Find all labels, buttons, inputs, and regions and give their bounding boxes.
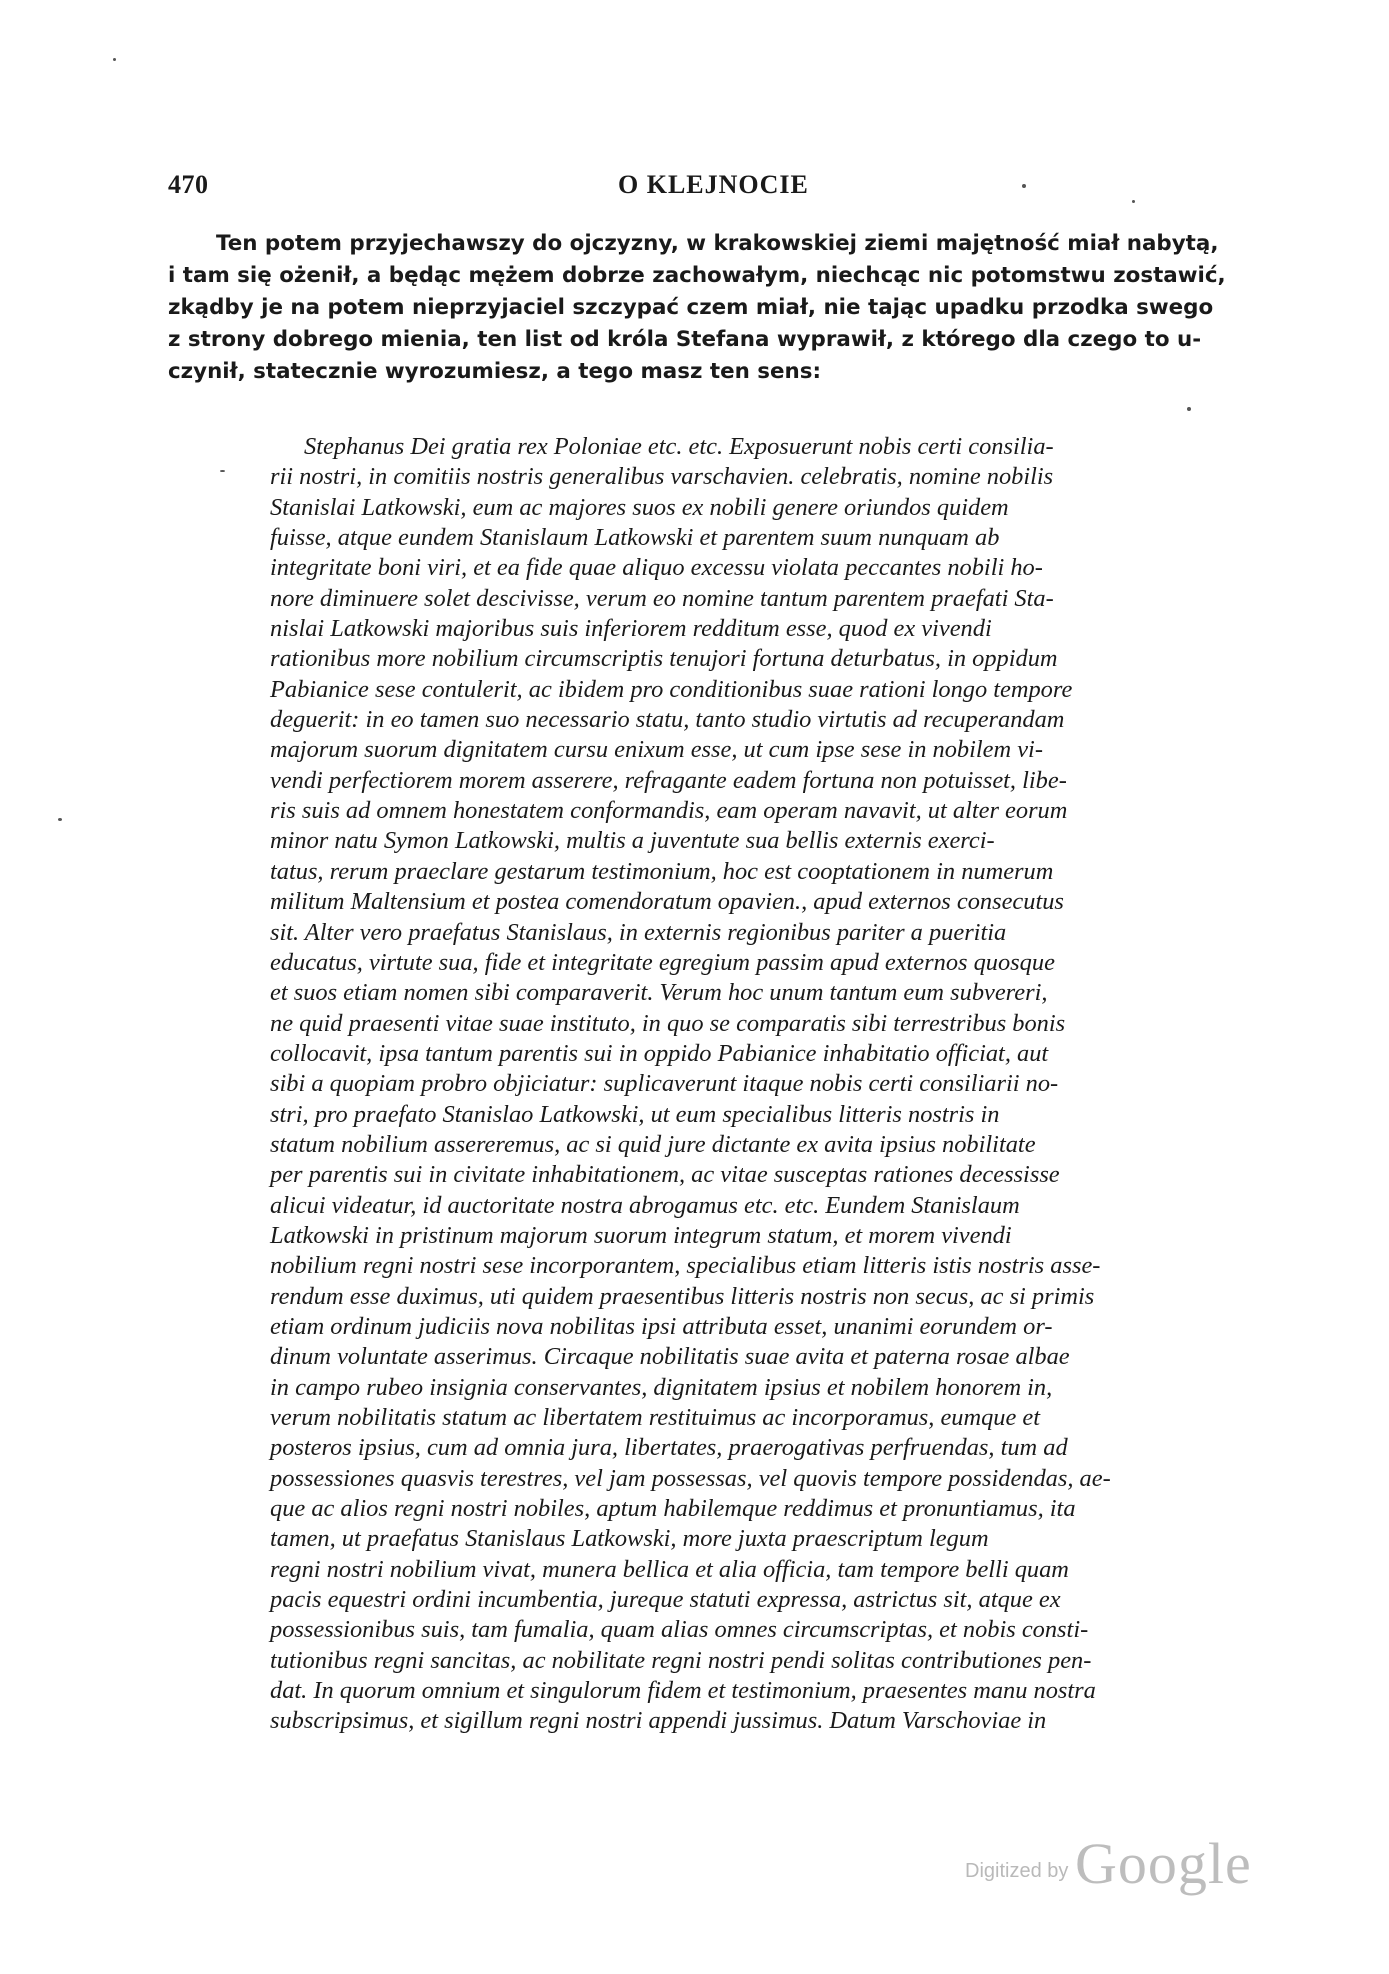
- intro-line: czynił, statecznie wyrozumiesz, a tego masz ten sens:: [168, 359, 822, 384]
- digitized-label: Digitized by: [965, 1860, 1069, 1882]
- latin-line: regni nostri nobilium vivat, munera bellica et alia officia, tam tempore belli quam: [270, 1555, 1069, 1583]
- latin-line: posteros ipsius, cum ad omnia jura, libertates, praerogativas perfruendas, tum ad: [270, 1434, 1068, 1462]
- running-title: O KLEJNOCIE: [618, 170, 809, 199]
- intro-line: z strony dobrego mienia, ten list od króla Stefana wyprawił, z którego dla czego to u-: [168, 327, 1202, 352]
- latin-line: vendi perfectiorem morem asserere, refragante eadem fortuna non potuisset, libe-: [270, 766, 1067, 794]
- latin-line: militum Maltensium et postea comendoratum opavien., apud externos consecutus: [270, 888, 1064, 916]
- latin-line: subscripsimus, et sigillum regni nostri appendi jussimus. Datum Varschoviae in: [270, 1707, 1047, 1735]
- latin-line: tamen, ut praefatus Stanislaus Latkowski, more juxta praescriptum legum: [270, 1525, 989, 1553]
- latin-line: et suos etiam nomen sibi comparaverit. Verum hoc unum tantum eum subvereri,: [270, 979, 1048, 1007]
- latin-line: fuisse, atque eundem Stanislaum Latkowski et parentem suum nunquam ab: [270, 524, 1000, 552]
- latin-line: statum nobilium assereremus, ac si quid jure dictante ex avita ipsius nobilitate: [270, 1130, 1036, 1158]
- latin-line: ris suis ad omnem honestatem conformandis, eam operam navavit, ut alter eorum: [270, 797, 1068, 825]
- latin-line: alicui videatur, id auctoritate nostra abrogamus etc. etc. Eundem Stanislaum: [270, 1191, 1020, 1219]
- intro-line: zkądby je na potem nieprzyjaciel szczypać czem miał, nie tając upadku przodka swego: [168, 295, 1214, 320]
- latin-line: pacis equestri ordini incumbentia, jureque statuti expressa, astrictus sit, atque ex: [270, 1586, 1061, 1614]
- intro-line: Ten potem przyjechawszy do ojczyzny, w krakowskiej ziemi majętność miał nabytą,: [216, 231, 1219, 256]
- latin-line: integritate boni viri, et ea fide quae aliquo excessu violata peccantes nobili ho-: [270, 554, 1043, 582]
- digitized-watermark: [965, 1830, 1265, 1900]
- scan-speck: [1132, 200, 1135, 203]
- latin-line: rii nostri, in comitiis nostris generalibus varschavien. celebratis, nomine nobilis: [270, 463, 1054, 491]
- latin-line: Latkowski in pristinum majorum suorum integrum statum, et morem vivendi: [270, 1221, 1012, 1249]
- latin-line: in campo rubeo insignia conservantes, dignitatem ipsius et nobilem honorem in,: [270, 1373, 1053, 1401]
- latin-line: tutionibus regni sancitas, ac nobilitate regni nostri pendi solitas contributiones pen-: [270, 1646, 1092, 1674]
- intro-line: i tam się ożenił, a będąc mężem dobrze zachowałym, niechcąc nic potomstwu zostawić,: [168, 263, 1226, 288]
- latin-line: minor natu Symon Latkowski, multis a juventute sua bellis externis exerci-: [270, 827, 995, 855]
- latin-line: deguerit: in eo tamen suo necessario statu, tanto studio virtutis ad recuperandam: [270, 706, 1065, 734]
- latin-line: per parentis sui in civitate inhabitationem, ac vitae susceptas rationes decessisse: [270, 1161, 1060, 1189]
- latin-line: que ac alios regni nostri nobiles, aptum habilemque reddimus et pronuntiamus, ita: [270, 1495, 1076, 1523]
- latin-line: ne quid praesenti vitae suae instituto, in quo se comparatis sibi terrestribus bonis: [270, 1009, 1066, 1037]
- google-logo: Google: [1075, 1831, 1252, 1896]
- latin-line: dinum voluntate asserimus. Circaque nobilitatis suae avita et paterna rosae albae: [270, 1343, 1070, 1371]
- latin-line: possessionibus suis, tam fumalia, quam alias omnes circumscriptas, et nobis consti-: [270, 1616, 1089, 1644]
- latin-line: rendum esse duximus, uti quidem praesentibus litteris nostris non secus, ac si primis: [270, 1282, 1095, 1310]
- latin-line: tatus, rerum praeclare gestarum testimonium, hoc est cooptationem in numerum: [270, 857, 1054, 885]
- intro-paragraph: [168, 228, 1278, 388]
- scan-speck: [58, 818, 62, 821]
- latin-line: nislai Latkowski majoribus suis inferiorem redditum esse, quod ex vivendi: [270, 615, 992, 643]
- latin-line: majorum suorum dignitatem cursu enixum esse, ut cum ipse sese in nobilem vi-: [270, 736, 1043, 764]
- latin-line: sibi a quopiam probro objiciatur: suplicaverunt itaque nobis certi consiliarii no-: [270, 1070, 1059, 1098]
- scan-speck: [1022, 184, 1026, 188]
- scan-speck: [113, 58, 116, 61]
- latin-line: verum nobilitatis statum ac libertatem restituimus ac incorporamus, eumque et: [270, 1404, 1041, 1431]
- latin-line: nobilium regni nostri sese incorporantem, specialibus etiam litteris istis nostris asse-: [270, 1252, 1101, 1280]
- latin-charter-text: [270, 432, 1280, 1737]
- latin-line: etiam ordinum judiciis nova nobilitas ipsi attributa esset, unanimi eorundem or-: [270, 1312, 1053, 1340]
- latin-line: Stephanus Dei gratia rex Poloniae etc. etc. Exposuerunt nobis certi consilia-: [304, 433, 1054, 460]
- latin-line: collocavit, ipsa tantum parentis sui in oppido Pabianice inhabitatio officiat, aut: [270, 1039, 1049, 1067]
- latin-line: rationibus more nobilium circumscriptis tenujori fortuna deturbatus, in oppidum: [270, 645, 1058, 673]
- latin-line: Pabianice sese contulerit, ac ibidem pro conditionibus suae rationi longo tempore: [270, 675, 1073, 703]
- page-number: 470: [168, 170, 209, 199]
- scan-speck: [1187, 407, 1191, 411]
- latin-line: dat. In quorum omnium et singulorum fidem et testimonium, praesentes manu nostra: [270, 1677, 1096, 1705]
- latin-line: stri, pro praefato Stanislao Latkowski, ut eum specialibus litteris nostris in: [270, 1100, 1000, 1128]
- scan-speck: [220, 470, 225, 472]
- latin-line: nore diminuere solet descivisse, verum eo nomine tantum parentem praefati Sta-: [270, 584, 1054, 612]
- latin-line: educatus, virtute sua, fide et integritate egregium passim apud externos quosque: [270, 948, 1055, 976]
- latin-line: possessiones quasvis terestres, vel jam possessas, vel quovis tempore possidendas, ae-: [270, 1464, 1111, 1492]
- latin-line: sit. Alter vero praefatus Stanislaus, in externis regionibus pariter a pueritia: [270, 918, 1007, 946]
- running-head: [168, 170, 1278, 210]
- latin-line: Stanislai Latkowski, eum ac majores suos ex nobili genere oriundos quidem: [270, 493, 1009, 521]
